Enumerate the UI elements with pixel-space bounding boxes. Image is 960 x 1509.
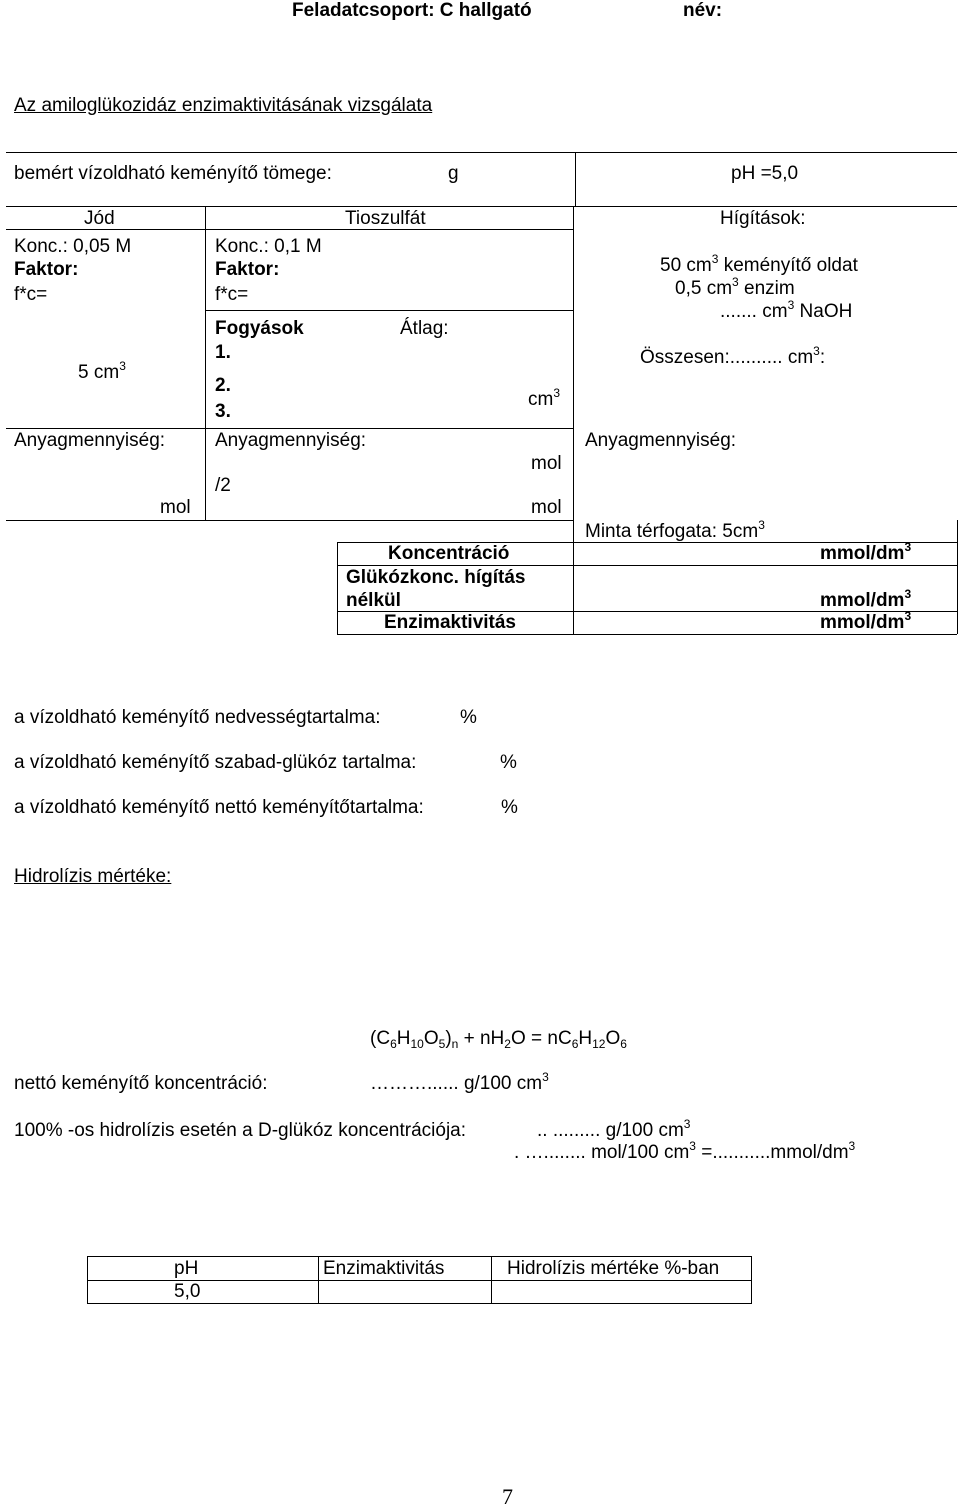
- stat-line-2: a vízoldható keményítő szabad-glükóz tartalma:: [14, 752, 417, 773]
- table-line: [6, 428, 573, 429]
- table-line: [575, 152, 576, 206]
- tio-n1: 1.: [215, 342, 231, 363]
- mass-unit: g: [448, 163, 459, 184]
- hig-line3: ....... $cm^3$ NaOH: [720, 298, 853, 322]
- table-line: [751, 1256, 752, 1303]
- enz-unit: mmol/$dm^3$: [820, 609, 912, 633]
- summary-header-hidrolizis: Hidrolízis mértéke %-ban: [507, 1258, 720, 1279]
- hig-anyag: Anyagmennyiség:: [585, 430, 737, 451]
- gluk-label-2: nélkül: [346, 590, 401, 611]
- stat-line-1: a vízoldható keményítő nedvességtartalma:: [14, 707, 381, 728]
- gluk100-value-2: . …........ mol/100 $cm^3$ $=...........mmol/dm^3$: [514, 1139, 856, 1163]
- table-line: [6, 520, 573, 521]
- table-line: [87, 1303, 752, 1304]
- konc-unit: mmol/$dm^3$: [820, 540, 912, 564]
- stat-line-3-pct: %: [501, 797, 518, 818]
- hydro-heading: Hidrolízis mértéke:: [14, 866, 172, 887]
- group-title: Feladatcsoport: C hallgató: [292, 0, 532, 21]
- tio-cm: $cm^3$: [528, 386, 561, 410]
- table-line: [6, 152, 957, 153]
- reaction-formula: $(C_6H_{10}O_5)_n + nH_2O = nC_6H_{12}O_6$: [370, 1028, 627, 1051]
- page-number: 7: [502, 1484, 513, 1509]
- table-line: [337, 565, 957, 566]
- summary-header-ph: pH: [174, 1258, 199, 1279]
- tio-konc: Konc.: 0,1 M: [215, 236, 322, 257]
- table-line: [87, 1256, 88, 1303]
- jod-header: Jód: [84, 208, 115, 229]
- summary-header-enzim: Enzimaktivitás: [323, 1258, 445, 1279]
- tio-atlag: Átlag:: [400, 318, 449, 339]
- tio-anyag: Anyagmennyiség:: [215, 430, 367, 451]
- konc-label: Koncentráció: [388, 543, 510, 564]
- table-line: [205, 310, 573, 311]
- jod-mol: mol: [160, 497, 191, 518]
- tio-fogyasok: Fogyások: [215, 318, 304, 339]
- jod-volume: 5 $cm^3$: [78, 359, 126, 383]
- tio-n3: 3.: [215, 401, 231, 422]
- table-line: [337, 542, 338, 634]
- summary-cell-ph: 5,0: [174, 1281, 201, 1302]
- ph-value: pH =5,0: [731, 163, 799, 184]
- jod-anyag: Anyagmennyiség:: [14, 430, 166, 451]
- gluk-label-1: Glükózkonc. hígítás: [346, 567, 526, 588]
- jod-konc: Konc.: 0,05 M: [14, 236, 132, 257]
- tio-faktor: Faktor:: [215, 259, 280, 280]
- gluk100-value-1: .. ......... g/100 $cm^3$: [537, 1117, 691, 1141]
- netto-value: ………...... g/100 $cm^3$: [370, 1070, 549, 1094]
- table-line: [6, 206, 957, 207]
- table-line: [957, 520, 958, 634]
- mass-label: bemért vízoldható keményítő tömege:: [14, 163, 332, 184]
- enz-label: Enzimaktivitás: [384, 612, 516, 633]
- hig-line2: 0,5 $cm^3$ enzim: [675, 275, 795, 299]
- table-line: [573, 206, 574, 634]
- stat-line-3: a vízoldható keményítő nettó keményítőtartalma:: [14, 797, 424, 818]
- tio-fc: f*c=: [215, 284, 249, 305]
- page-title: Az amiloglükozidáz enzimaktivitásának vizsgálata: [14, 95, 433, 116]
- gluk100-label: 100% -os hidrolízis esetén a D-glükóz koncentrációja:: [14, 1120, 467, 1141]
- hig-sum: Összesen:.......... $cm^3$:: [640, 344, 826, 368]
- table-line: [205, 206, 206, 520]
- tio-half: /2: [215, 475, 231, 496]
- tio-n2: 2.: [215, 375, 231, 396]
- hig-line1: 50 $cm^3$ keményítő oldat: [660, 252, 858, 276]
- hig-header: Hígítások:: [720, 208, 806, 229]
- table-line: [87, 1256, 752, 1257]
- stat-line-2-pct: %: [500, 752, 517, 773]
- jod-fc: f*c=: [14, 284, 48, 305]
- netto-label: nettó keményítő koncentráció:: [14, 1073, 268, 1094]
- stat-line-1-pct: %: [460, 707, 477, 728]
- name-label: név:: [683, 0, 723, 21]
- table-line: [337, 634, 957, 635]
- tio-header: Tioszulfát: [345, 208, 426, 229]
- tio-mol2: mol: [531, 497, 562, 518]
- table-line: [318, 1256, 319, 1303]
- gluk-unit: mmol/$dm^3$: [820, 587, 912, 611]
- tio-mol1: mol: [531, 453, 562, 474]
- jod-faktor: Faktor:: [14, 259, 79, 280]
- table-line: [491, 1256, 492, 1303]
- hig-minta: Minta térfogata: $5cm^3$: [585, 518, 765, 542]
